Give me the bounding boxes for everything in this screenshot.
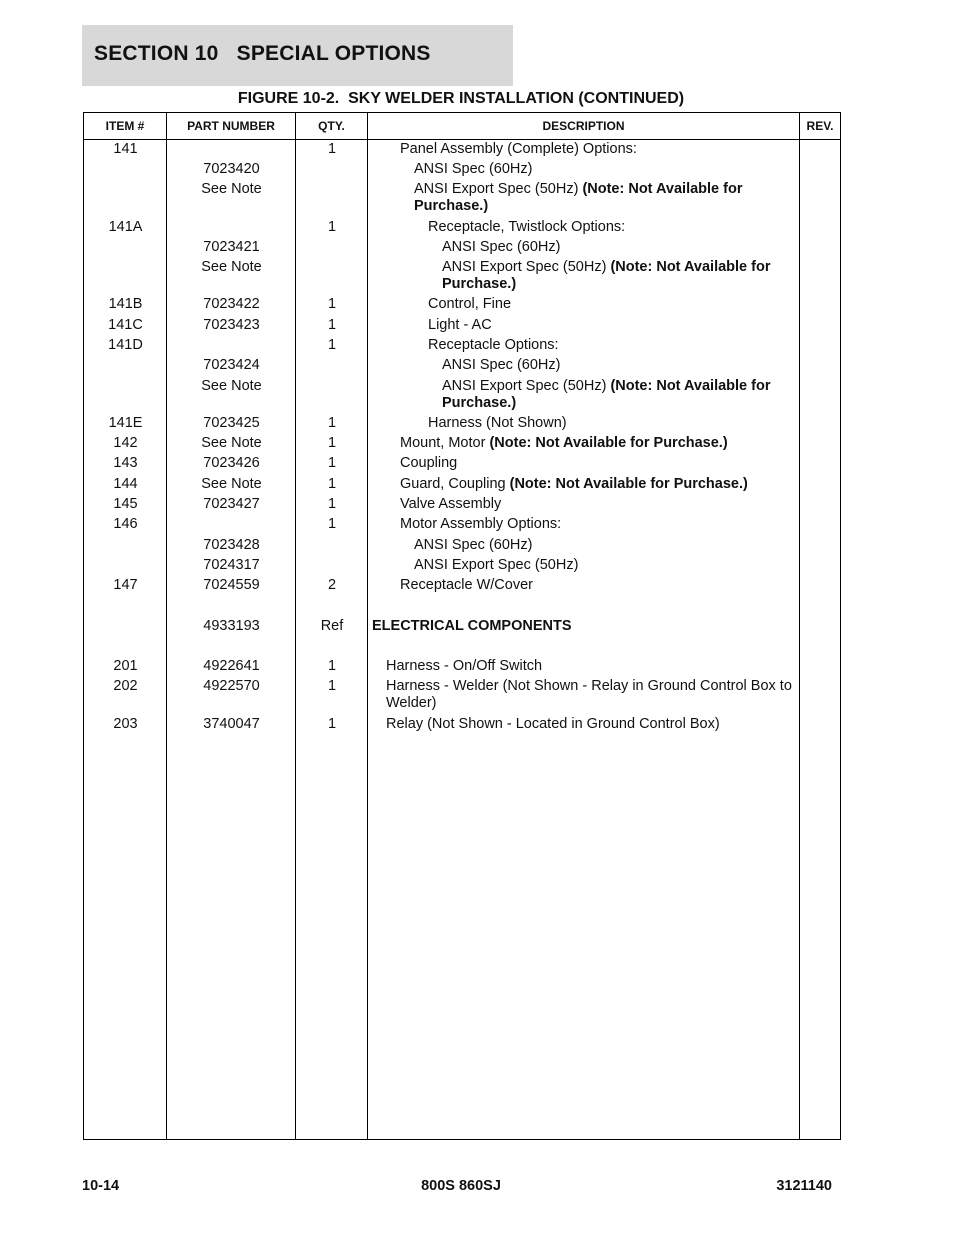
item-number: 143 (113, 455, 138, 471)
model-number: 800S 860SJ (421, 1178, 501, 1194)
item-number: 142 (113, 435, 138, 451)
part-number: 4922641 (203, 658, 260, 674)
description (372, 618, 795, 635)
description (414, 557, 795, 574)
description-text: Receptacle W/Cover (400, 577, 533, 593)
description (414, 181, 795, 215)
item-number: 147 (113, 577, 138, 593)
description-text: ANSI Spec (60Hz) (414, 161, 533, 177)
quantity: 1 (327, 455, 337, 471)
part-number: 7023425 (203, 415, 260, 431)
description-text: Relay (Not Shown - Located in Ground Control Box) (386, 716, 720, 732)
description-note: (Note: Not Available for Purchase.) (442, 259, 771, 292)
description-text: ANSI Spec (60Hz) (442, 357, 561, 373)
part-number: 7024317 (203, 557, 260, 573)
column-header-description: DESCRIPTION (542, 119, 625, 133)
quantity: 1 (327, 141, 337, 157)
item-number: 146 (113, 516, 138, 532)
description-text: Motor Assembly Options: (400, 516, 562, 532)
item-number: 202 (113, 678, 138, 694)
figure-title: FIGURE 10-2. SKY WELDER INSTALLATION (CONTINUED) (237, 90, 685, 107)
item-number: 144 (113, 476, 138, 492)
description-text: Light - AC (428, 317, 492, 333)
quantity: 1 (327, 296, 337, 312)
part-number: 7023426 (203, 455, 260, 471)
section-title: SECTION 10 SPECIAL OPTIONS (94, 42, 431, 65)
item-number: 141C (108, 317, 143, 333)
description (414, 537, 795, 554)
description (386, 658, 795, 675)
section-header (82, 25, 513, 86)
item-number: 141D (108, 337, 143, 353)
description (400, 496, 795, 513)
part-number: See Note (201, 476, 262, 492)
description (400, 516, 795, 533)
quantity: 1 (327, 435, 337, 451)
part-number: See Note (201, 435, 262, 451)
description-text: Coupling (400, 455, 458, 471)
column-header-rev: REV. (806, 119, 834, 133)
description-note: (Note: Not Available for Purchase.) (489, 435, 728, 451)
description (428, 219, 795, 236)
document-number: 3121140 (776, 1178, 832, 1194)
item-number: 141E (108, 415, 143, 431)
description-text: Mount, Motor (400, 435, 486, 451)
quantity: 1 (327, 516, 337, 532)
description (442, 259, 795, 293)
description (442, 378, 795, 412)
part-number: 4933193 (203, 618, 260, 634)
part-number: 7024559 (203, 577, 260, 593)
description-note: (Note: Not Available for Purchase.) (414, 181, 743, 214)
description (442, 357, 795, 374)
quantity: 1 (327, 317, 337, 333)
description-text: ANSI Export Spec (50Hz) (414, 181, 579, 197)
part-number: See Note (201, 378, 262, 394)
part-number: See Note (201, 259, 262, 275)
description (428, 415, 795, 432)
quantity: 1 (327, 716, 337, 732)
quantity: 1 (327, 678, 337, 694)
column-header-qty: QTY. (318, 119, 345, 133)
description (428, 317, 795, 334)
column-divider (799, 113, 800, 1139)
description (400, 577, 795, 594)
description-text: Harness (Not Shown) (428, 415, 567, 431)
quantity: 1 (327, 476, 337, 492)
part-number: See Note (201, 181, 262, 197)
part-number: 7023420 (203, 161, 260, 177)
description-text: ANSI Export Spec (50Hz) (414, 557, 579, 573)
part-number: 3740047 (203, 716, 260, 732)
description-text: Harness - Welder (Not Shown - Relay in Ground Control Box to Welder) (386, 678, 792, 711)
description-text: ANSI Spec (60Hz) (442, 239, 561, 255)
page-number: 10-14 (82, 1178, 120, 1194)
description-text: Panel Assembly (Complete) Options: (400, 141, 637, 157)
description (428, 337, 795, 354)
part-number: 4922570 (203, 678, 260, 694)
description-text: ANSI Export Spec (50Hz) (442, 378, 607, 394)
quantity: 1 (327, 415, 337, 431)
description (386, 678, 795, 712)
quantity: 1 (327, 219, 337, 235)
description-text: Receptacle, Twistlock Options: (428, 219, 626, 235)
description (386, 716, 795, 733)
item-number: 141 (113, 141, 138, 157)
quantity: Ref (320, 618, 344, 634)
quantity: 1 (327, 337, 337, 353)
quantity: 2 (327, 577, 337, 593)
part-number: 7023423 (203, 317, 260, 333)
part-number: 7023428 (203, 537, 260, 553)
description-text: ANSI Export Spec (50Hz) (442, 259, 607, 275)
description-text: Valve Assembly (400, 496, 502, 512)
item-number: 201 (113, 658, 138, 674)
part-number: 7023424 (203, 357, 260, 373)
description (428, 296, 795, 313)
description (400, 455, 795, 472)
item-number: 203 (113, 716, 138, 732)
column-header-item: ITEM # (105, 119, 145, 133)
header-divider (84, 139, 840, 140)
description (442, 239, 795, 256)
description-note: ELECTRICAL COMPONENTS (372, 618, 572, 634)
description-text: ANSI Spec (60Hz) (414, 537, 533, 553)
column-header-part-number: PART NUMBER (187, 119, 275, 133)
description-note: (Note: Not Available for Purchase.) (442, 378, 771, 411)
part-number: 7023421 (203, 239, 260, 255)
quantity: 1 (327, 496, 337, 512)
description-text: Harness - On/Off Switch (386, 658, 543, 674)
description (400, 476, 795, 493)
description (414, 161, 795, 178)
description-text: Guard, Coupling (400, 476, 506, 492)
item-number: 141A (108, 219, 143, 235)
quantity: 1 (327, 658, 337, 674)
item-number: 141B (108, 296, 143, 312)
part-number: 7023427 (203, 496, 260, 512)
item-number: 145 (113, 496, 138, 512)
description-text: Receptacle Options: (428, 337, 559, 353)
description (400, 141, 795, 158)
description (400, 435, 795, 452)
description-note: (Note: Not Available for Purchase.) (509, 476, 748, 492)
parts-table (83, 112, 841, 1140)
part-number: 7023422 (203, 296, 260, 312)
description-text: Control, Fine (428, 296, 512, 312)
